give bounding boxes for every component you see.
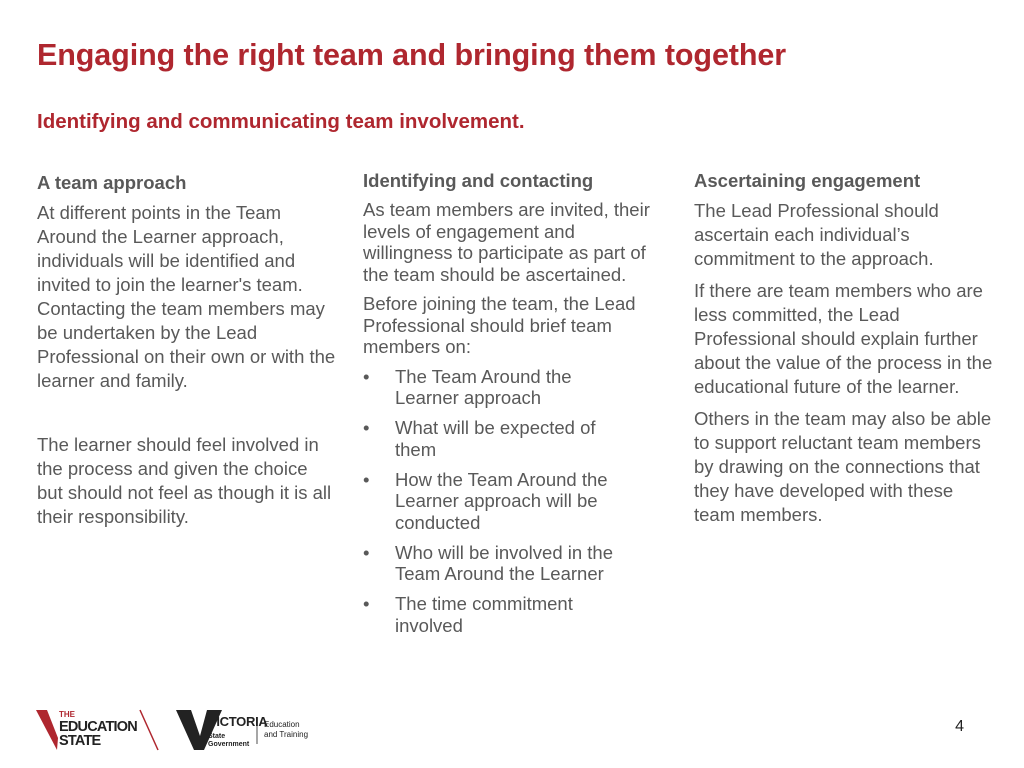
list-item (363, 469, 635, 534)
bullet-icon: • (363, 593, 370, 614)
column-paragraph: As team members are invited, their levels of engagement and willingness to participate as part of the team should be ascertained. (363, 199, 650, 285)
list-item (363, 542, 635, 585)
list-item-text: Who will be involved in the Team Around the Learner (395, 541, 613, 584)
bullet-icon: • (363, 541, 370, 563)
column-paragraph: The learner should feel involved in the process and given the choice but should not feel as though it is all their responsibility. (37, 434, 332, 527)
column-heading: A team approach (37, 172, 187, 193)
edstate-line3: STATE (59, 733, 101, 749)
page-number: 4 (955, 718, 964, 735)
slide-subtitle: Identifying and communicating team involvement. (37, 110, 525, 133)
victoria-state: State (208, 733, 226, 740)
list-item (363, 366, 635, 409)
victoria-government-logo (176, 710, 308, 750)
column-paragraph: If there are team members who are less committed, the Lead Professional should explain further about the value of the process in the educational future of the learner. (694, 280, 993, 397)
edstate-line2: EDUCATION (59, 719, 137, 735)
department-line1: Education (264, 720, 300, 729)
education-state-logo (36, 710, 158, 750)
list-item-text: The time commitment involved (395, 593, 573, 636)
list-item-text: The Team Around the Learner approach (395, 365, 572, 408)
bullet-icon: • (363, 417, 370, 438)
column-heading: Identifying and contacting (363, 170, 594, 191)
column-paragraph: At different points in the Team Around the Learner approach, individuals will be identified and invited to join the learner's team. Contacting the team members may be undertaken by the Lead Professional on their own or with the learner and family. (37, 202, 336, 391)
victoria-government: Government (208, 741, 250, 748)
bullet-icon: • (363, 365, 370, 387)
list-item-text: What will be expected of them (395, 417, 596, 460)
education-state-chevron-icon (36, 710, 58, 750)
column-identifying-contacting (363, 169, 663, 645)
brief-list (363, 366, 663, 637)
column-paragraph: Others in the team may also be able to support reluctant team members by drawing on the connections that they have developed with these team members. (694, 408, 992, 525)
list-item (363, 593, 635, 636)
column-heading: Ascertaining engagement (694, 170, 921, 191)
edstate-line1: THE (59, 710, 75, 719)
column-team-approach (37, 171, 337, 539)
footer-logos (36, 706, 326, 752)
bullet-icon: • (363, 468, 370, 490)
list-item-text: How the Team Around the Learner approach will be conducted (395, 468, 608, 533)
slide-title: Engaging the right team and bringing them together (37, 38, 787, 72)
department-line2: and Training (264, 730, 309, 739)
victoria-wordmark: VICTORIA (208, 714, 268, 729)
column-paragraph: The Lead Professional should ascertain each individual’s commitment to the approach. (694, 200, 939, 269)
education-state-slash-icon (140, 710, 158, 750)
column-ascertaining-engagement (694, 169, 994, 535)
column-paragraph: Before joining the team, the Lead Professional should brief team members on: (363, 293, 636, 357)
list-item (363, 417, 635, 460)
